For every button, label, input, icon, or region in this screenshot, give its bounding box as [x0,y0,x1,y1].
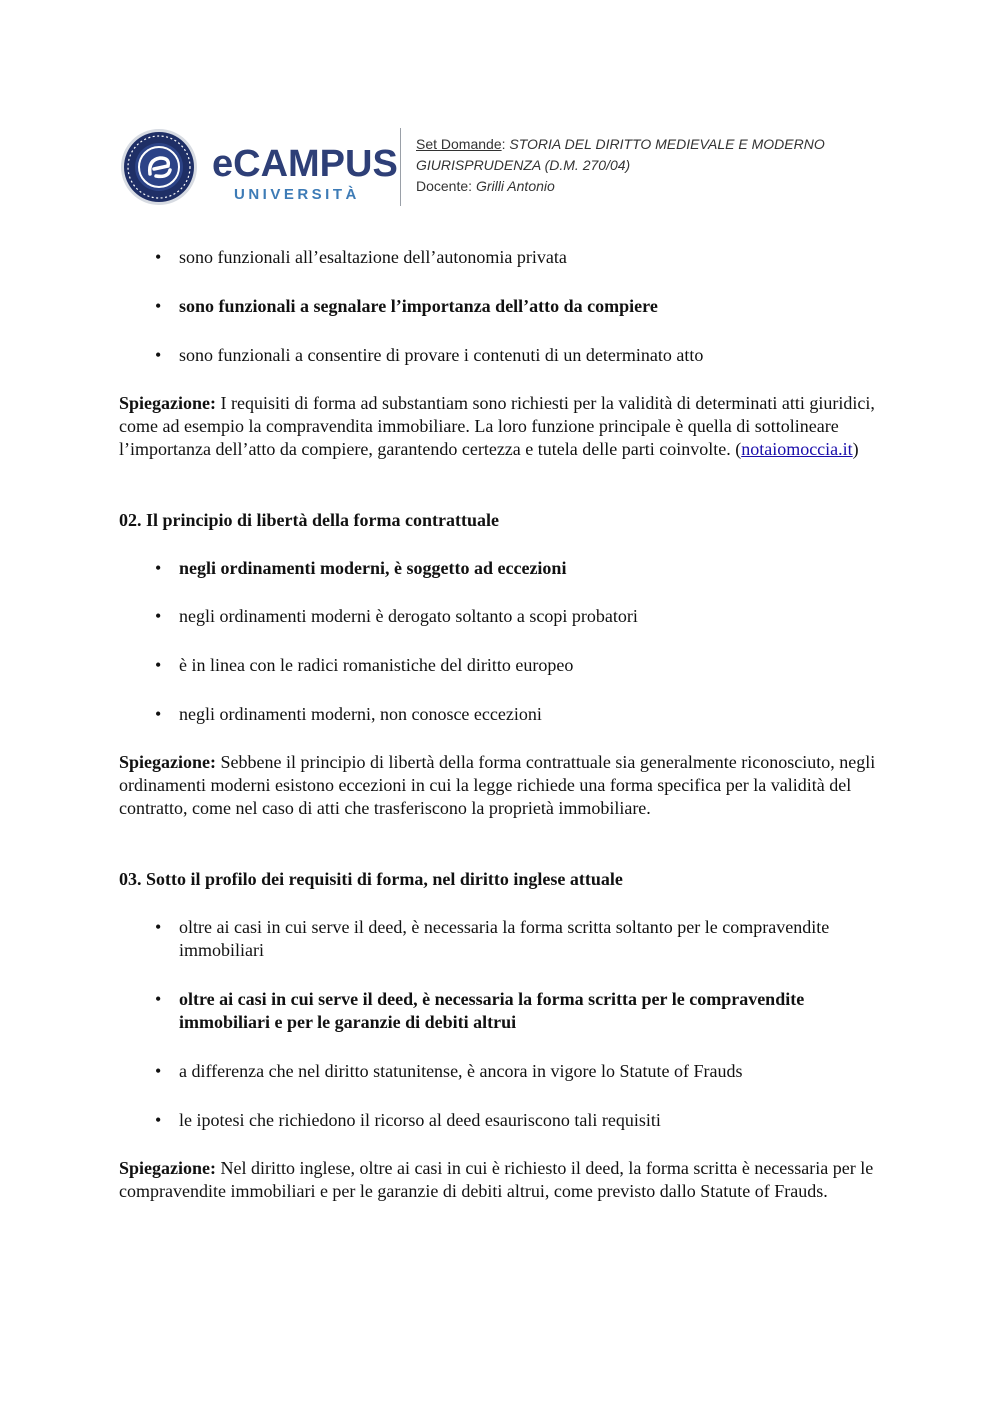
teacher-line: Docente: Grilli Antonio [416,178,555,194]
explanation-text: I requisiti di forma ad substantiam sono richiesti per la validità di determinati atti giuridici, come ad esempio la compravendita immobiliare. La loro funzione principale è quella di sottolineare l’importanza dell’atto da compiere, garantendo certezza e tutela delle parti coinvolte. ( [119,393,875,459]
q03-option [155,1109,885,1132]
explanation-label: Spiegazione: [119,752,216,772]
header-divider [400,128,401,206]
bullet: • [155,655,162,675]
bullet: • [155,558,162,578]
logo-brand: eCAMPUS [212,143,398,185]
header-info [416,134,825,197]
option-text: sono funzionali a segnalare l’importanza dell’atto da compiere [179,296,658,316]
option-text: sono funzionali a consentire di provare i contenuti di un determinato atto [179,345,704,365]
option-text: le ipotesi che richiedono il ricorso al deed esauriscono tali requisiti [179,1110,661,1130]
option-text: oltre ai casi in cui serve il deed, è necessaria la forma scritta soltanto per le compravendite immobiliari [179,917,830,960]
q02-explanation [119,751,887,820]
q01-option [155,344,885,367]
logo-subtitle: UNIVERSITÀ [234,186,360,203]
bullet: • [155,1061,162,1081]
q01-option [155,246,885,269]
explanation-label: Spiegazione: [119,393,216,413]
q01-explanation [119,392,887,461]
bullet: • [155,296,162,316]
option-text: è in linea con le radici romanistiche del diritto europeo [179,655,574,675]
bullet: • [155,1110,162,1130]
q03-option [155,916,885,962]
explanation-text: Sebbene il principio di libertà della forma contrattuale sia generalmente riconosciuto, negli ordinamenti moderni esistono eccezioni in cui la legge richiede una forma specifica per la validità del contratto, come nel caso di atti che trasferiscono la proprietà immobiliare. [119,752,876,818]
bullet: • [155,917,162,937]
teacher-value: Grilli Antonio [475,178,555,194]
page-header [120,124,880,208]
bullet: • [155,345,162,365]
q02-option-correct [155,557,885,580]
q03-explanation [119,1157,887,1203]
q02-option [155,703,885,726]
explanation-label: Spiegazione: [119,1158,216,1178]
q01-option-correct [155,295,885,318]
source-link[interactable]: notaiomoccia.it [741,439,853,459]
q03-option-correct [155,988,885,1034]
bullet: • [155,704,162,724]
q03-option [155,1060,885,1083]
option-text: a differenza che nel diritto statunitense, è ancora in vigore lo Statute of Frauds [179,1061,743,1081]
explanation-end: ) [852,439,859,459]
bullet: • [155,606,162,626]
ecampus-seal-icon [120,128,198,206]
option-text: negli ordinamenti moderni, è soggetto ad eccezioni [179,558,567,578]
q02-title: 02. Il principio di libertà della forma contrattuale [119,510,499,530]
set-label: Set Domande [416,136,502,152]
option-text: negli ordinamenti moderni, non conosce eccezioni [179,704,542,724]
set-value: STORIA DEL DIRITTO MEDIEVALE E MODERNO [509,136,825,152]
set-line: Set Domande: STORIA DEL DIRITTO MEDIEVALE E MODERNO [416,136,825,152]
option-text: negli ordinamenti moderni è derogato soltanto a scopi probatori [179,606,638,626]
course-line: GIURISPRUDENZA (D.M. 270/04) [416,157,631,173]
ecampus-logo [212,143,398,206]
explanation-text: Nel diritto inglese, oltre ai casi in cui è richiesto il deed, la forma scritta è necessaria per le compravendite immobiliari e per le garanzie di debiti altrui, come previsto dallo Statute of Frauds. [119,1158,874,1201]
bullet: • [155,247,162,267]
option-text: oltre ai casi in cui serve il deed, è necessaria la forma scritta per le compravendite immobiliari e per le garanzie di debiti altrui [179,989,805,1032]
q03-title: 03. Sotto il profilo dei requisiti di forma, nel diritto inglese attuale [119,869,623,889]
q02-option [155,605,885,628]
bullet: • [155,989,162,1009]
teacher-label: Docente [416,178,469,194]
option-text: sono funzionali all’esaltazione dell’autonomia privata [179,247,567,267]
q02-option [155,654,885,677]
